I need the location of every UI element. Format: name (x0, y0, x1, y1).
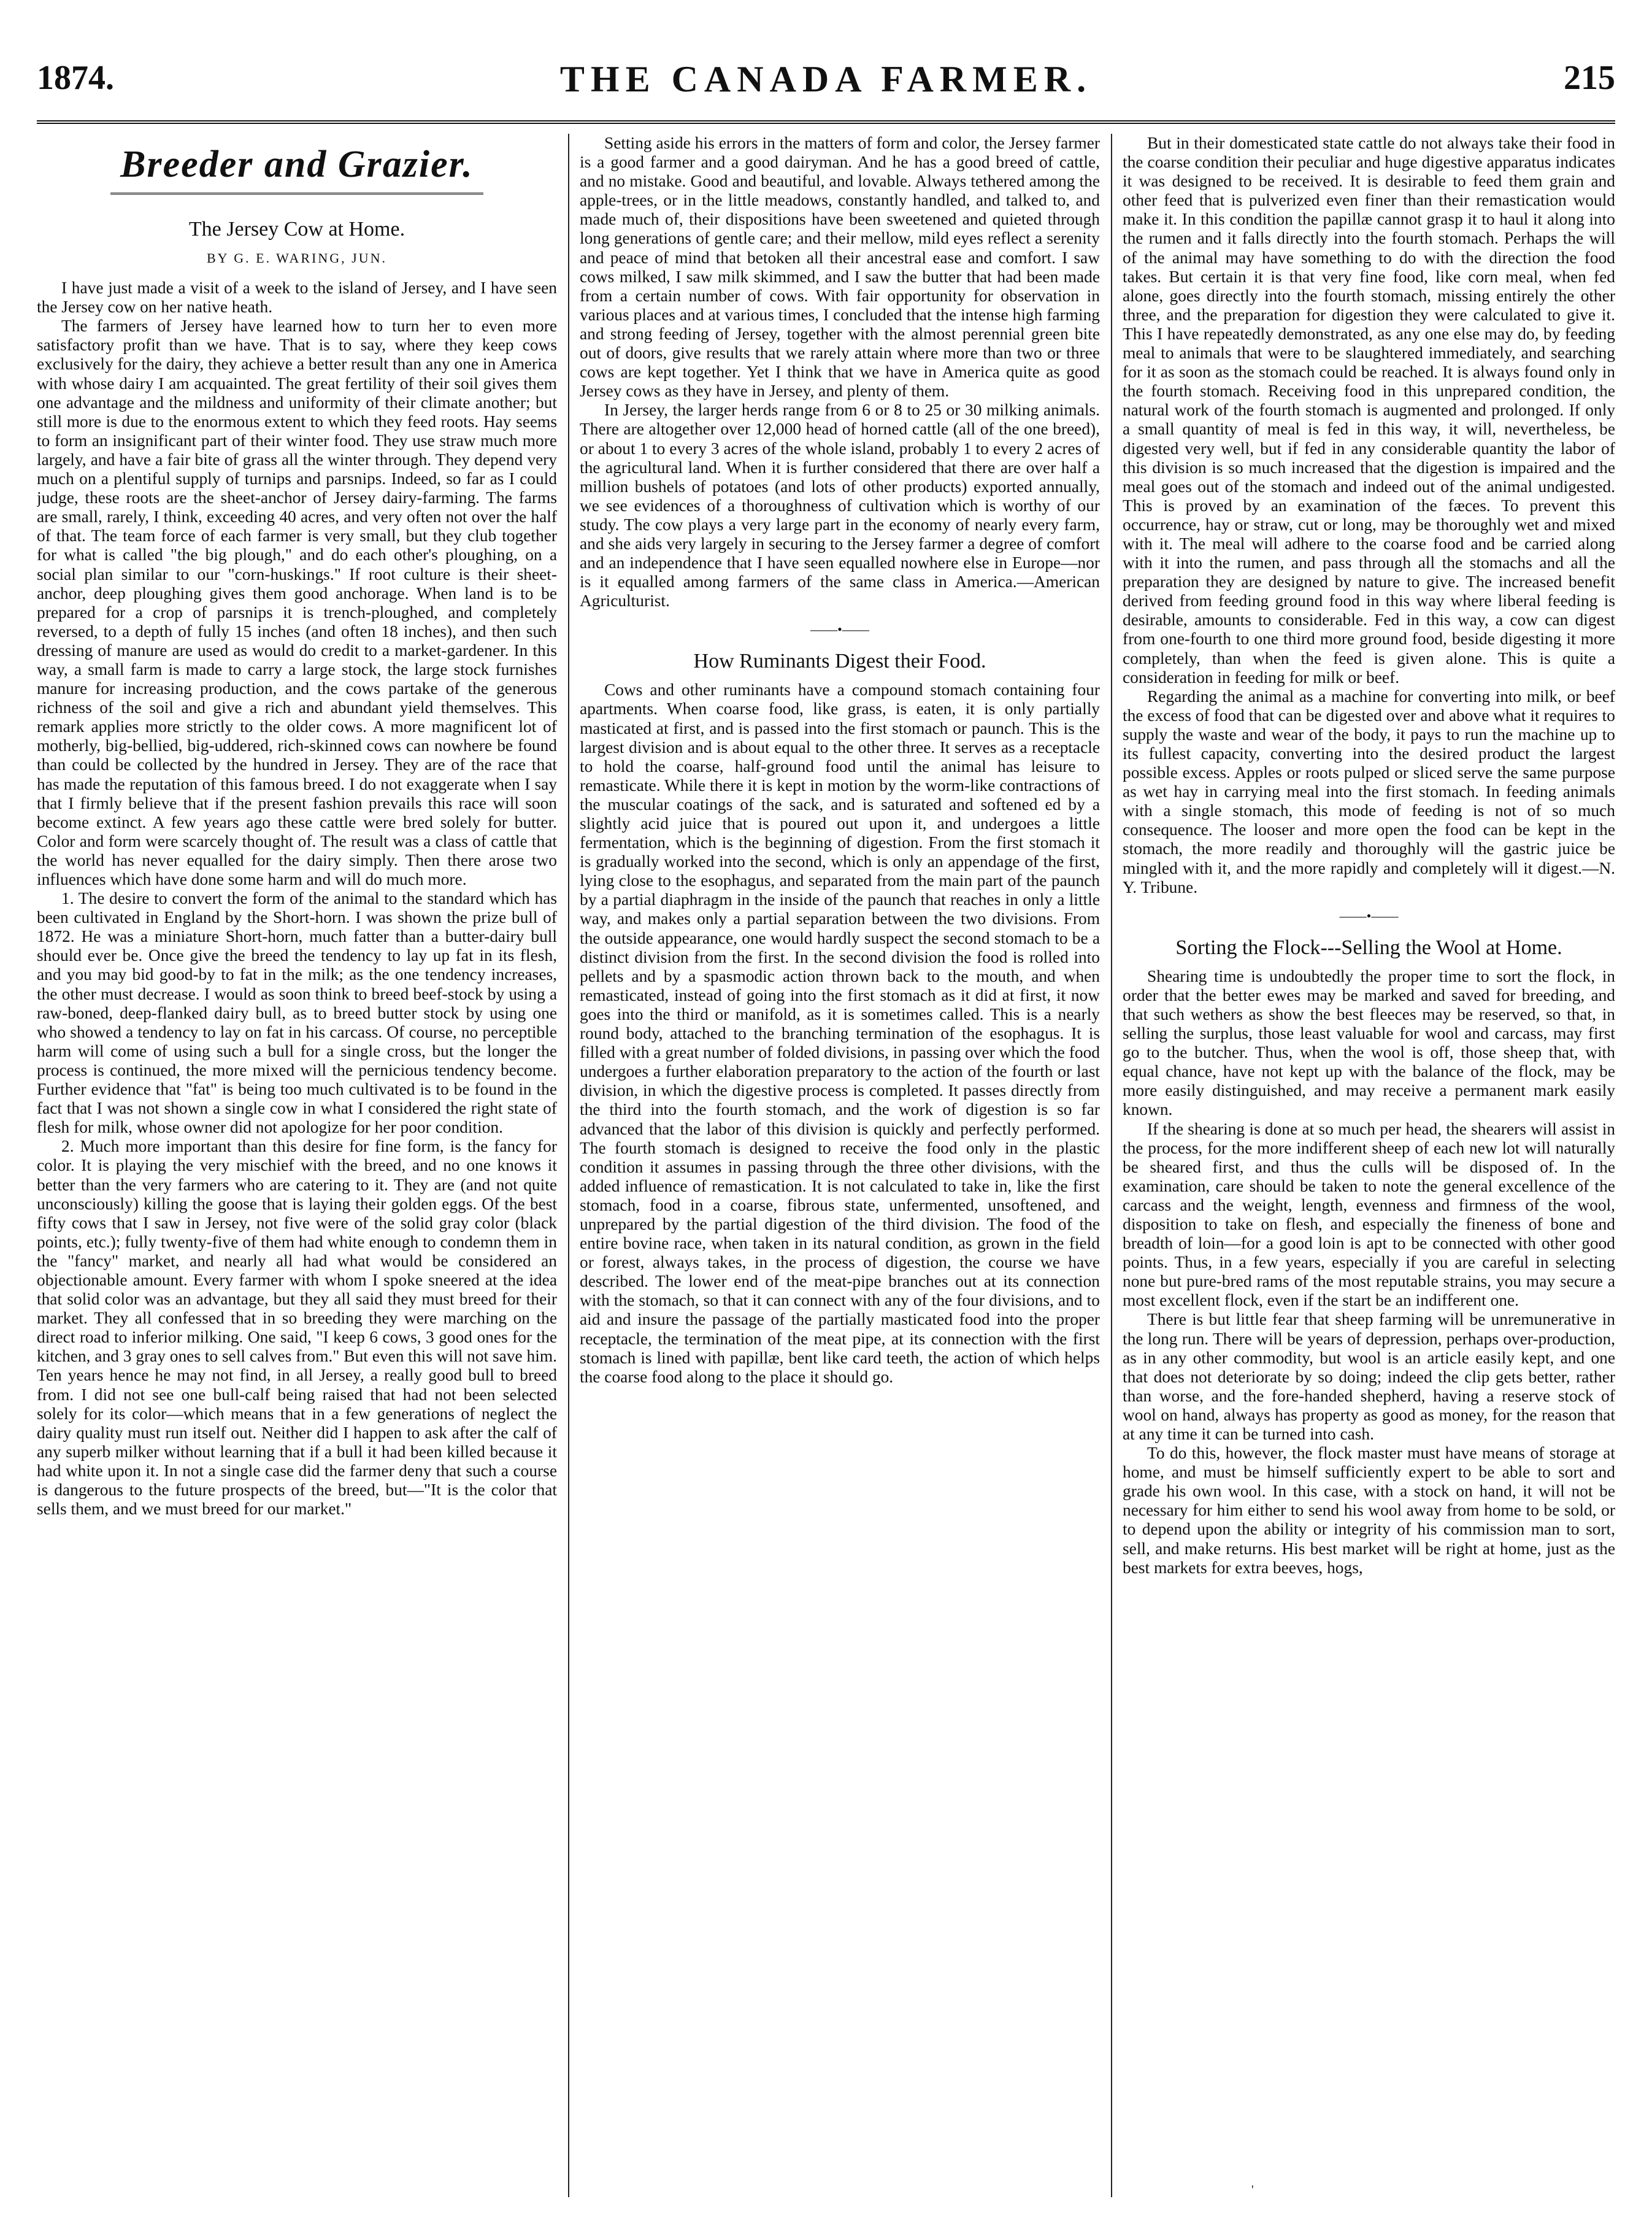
paragraph: But in their domesticated state cattle do not always take their food in the coarse condition their peculiar and huge digestive apparatus indicates it was designed to be received. It is desirable to feed them grain and other feed that is pulverized even finer than their remastication would make it. In this condition the papillæ cannot grasp it to haul it along into the rumen and it falls directly into the fourth stomach. Perhaps the will of the animal may have something to do with the direction the food takes. But certain it is that very fine food, like corn meal, when fed alone, goes directly into the fourth stomach, missing entirely the other three, and the preparation for digestion they were calculated to give it. This I have repeatedly demonstrated, as any one else may do, by feeding meal to animals that were to be slaughtered immediately, and searching for it as soon as the stomach could be reached. It is always found only in the fourth stomach. Receiving food in this unprepared condition, the natural work of the fourth stomach is augmented and prolonged. If only a small quantity of meal is fed in this way, it will, nevertheless, be digested very well, but if fed in any considerable quantity the labor of this division is so much increased that the digestion is impaired and the meal goes out of the stomach and indeed out of the animal undigested. This is proved by an examination of the fæces. To prevent this occurrence, hay or straw, cut or long, may be thoroughly wet and mixed with it. The meal will adhere to the coarse food and be carried along with it into the rumen, and pass through all the stomachs and all the preparation they are designed by nature to give. The increased benefit derived from feeding ground food in this way where liberal feeding is desirable, amounts to considerable. Fed in this way, a cow can digest from one-fourth to one third more ground food, beside digesting it more completely, than when the feed is given alone. This is quite a consideration in feeding for milk or beef. (1123, 134, 1615, 687)
paragraph: Setting aside his errors in the matters of form and color, the Jersey farmer is a good farmer and a good dairyman. And he has a good breed of cattle, and no mistake. Good and beautiful, and lovable. Always tethered among the apple-trees, or in the little meadows, constantly handled, and talked to, and made much of, their dispositions have been sweetened and quieted through long generations of gentle care; and their mellow, mild eyes reflect a serenity and peace of mind that betoken all their ancestral ease and comfort. I saw cows milked, I saw milk skimmed, and I saw the butter that had been made from a certain number of cows. With fair opportunity for observation in various places and at various times, I concluded that the intense high farming and strong feeding of Jersey, together with the almost perennial green bite out of doors, give results that we rarely attain where more than two or three cows are kept together. Yet I think that we have in America quite as good Jersey cows as they have in Jersey, and plenty of them. (580, 134, 1100, 401)
newspaper-title: THE CANADA FARMER. (559, 59, 1093, 99)
article-byline: BY G. E. WARING, JUN. (207, 250, 387, 266)
masthead-rule (37, 120, 1615, 124)
paragraph: Cows and other ruminants have a compound stomach containing four apartments. When coarse food, like grass, is eaten, it is only partially masticated at first, and is passed into the first stomach or paunch. This is the largest division and is about equal to the other three. It serves as a receptacle to hold the coarse, half-ground food until the animal has leisure to remasticate. While there it is kept in motion by the worm-like contractions of the muscular coatings of the sack, and is saturated and softened ed by a slightly acid juice that is poured out upon it, and undergoes a little fermentation, which is the beginning of digestion. From the first stomach it is gradually worked into the second, which is only an appendage of the first, lying close to the esophagus, and separated from the main part of the paunch by a partial diaphragm in the inside of the paunch that reaches in only a little way, and makes only a partial separation between the two divisions. From the outside appearance, one would hardly suspect the second stomach to be a distinct division from the first. In the second division the food is rolled into pellets and by a spasmodic action thrown back to the mouth, and when remasticated, instead of going into the first stomach as it did at first, it now goes into the third or manifold, as it is sometimes called. This is a nearly round body, attached to the branching termination of the esophagus. It is filled with a great number of folded divisions, in passing over which the food undergoes a further elaboration preparatory to the action of the fourth or last division, in which the digestive process is completed. It passes directly from the third into the fourth stomach, and the work of digestion is so far advanced that the labor of this division is quickly and perfectly performed. The fourth stomach is designed to receive the food only in the plastic condition it assumes in passing through the three other divisions, with the added influence of remastication. It is not calculated to take in, like the first stomach, food in a coarse, fibrous state, unfermented, unsoftened, and unprepared by the partial digestion of the third division. The food of the entire bovine race, when taken in its natural condition, as grown in the field or forest, always takes, in the process of digestion, the course we have described. The lower end of the meat-pipe branches out at its connection with the stomach, so that it can connect with any of the four divisions, and to aid and insure the passage of the partially masticated food into the proper receptacle, the termination of the meat pipe, at its connection with the first stomach is lined with papillæ, bent like card teeth, the action of which helps the coarse food along to the place it should go. (580, 680, 1100, 1386)
article-title-jersey-cow: The Jersey Cow at Home. (188, 218, 405, 241)
paragraph: 2. Much more important than this desire for fine form, is the fancy for color. It is playing the very mischief with the breed, and no one knows it better than the very farmers who are catering to it. They are (and not quite unconsciously) killing the goose that is laying their golden eggs. Of the best fifty cows that I saw in Jersey, not five were of the solid gray color (black points, etc.); fully twenty-five of them had white enough to condemn them in the "fancy" market, and nearly all had what would be considered an objectionable amount. Every farmer with whom I spoke sneered at the idea that solid color was an advantage, but they all said they must breed for their market. They all confessed that in so breeding they were marching on the direct road to inferior milking. One said, "I keep 6 cows, 3 good ones for the kitchen, and 3 gray ones to sell calves from." But even this will not save him. Ten years hence he may not find, in all Jersey, a really good bull to breed from. I did not see one bull-calf being raised that had not been selected solely for its color—which means that in a few generations of neglect the dairy quality must run itself out. Neither did I happen to ask after the calf of any superb milker without learning that if a bull it had been killed because it had white upon it. In not a single case did the farmer deny that such a course is dangerous to the future prospects of the breed, but—"It is the color that sells them, and we must breed for our market." (37, 1137, 557, 1519)
page-bottom-mark: ' (1251, 2183, 1254, 2197)
section-rule (110, 193, 483, 195)
paragraph: If the shearing is done at so much per head, the shearers will assist in the process, for the more indifferent sheep of each new lot will naturally be sheared first, and thus the culls will be disposed of. In the examination, care should be taken to note the general excellence of the carcass and the weight, length, evenness and firmness of the wool, disposition to take on flesh, and especially the fineness of bone and breadth of loin—for a good loin is apt to be connected with other good points. Thus, in a few years, especially if you are careful in selecting none but pure-bred rams of the most reputable strains, you may secure a most excellent flock, even if the start be an indifferent one. (1123, 1119, 1615, 1310)
paragraph: 1. The desire to convert the form of the animal to the standard which has been cultivated in England by the Short-horn. I was shown the prize bull of 1872. He was a miniature Short-horn, much fatter than a butter-dairy bull should ever be. Once give the breed the tendency to lay up fat in its flesh, and you may bid good-by to fat in the milk; as the one tendency increases, the other must decrease. I would as soon think to breed beef-stock by using a raw-boned, deep-flanked dairy bull, as to breed butter stock by using one who showed a tendency to lay on fat in his carcass. Of course, no perceptible harm will come of using such a bull for a single cross, but the longer the process is continued, the more mixed will the pernicious tendency become. Further evidence that "fat" is being too much cultivated is to be found in the fact that I was not shown a single cow in what I considered the right state of flesh for milk, whose owner did not apologize for her poor condition. (37, 889, 557, 1137)
section-title: Breeder and Grazier. (120, 144, 474, 185)
paragraph: I have just made a visit of a week to the island of Jersey, and I have seen the Jersey cow on her native heath. (37, 279, 557, 317)
column-middle (580, 134, 1100, 2209)
paragraph: Shearing time is undoubtedly the proper time to sort the flock, in order that the better ewes may be marked and saved for breeding, and that such wethers as show the best fleeces may be reserved, so that, in selling the surplus, those least valuable for wool and carcass, may first go to the butcher. Thus, when the wool is off, those sheep that, with equal chance, have not kept up with the balance of the flock, may be more easily distinguished, and may receive a permanent mark easily known. (1123, 966, 1615, 1119)
masthead (37, 58, 1615, 126)
paragraph: The farmers of Jersey have learned how to turn her to even more satisfactory profit than we have. That is to say, where they keep cows exclusively for the dairy, they achieve a better result than any one in America with whose dairy I am acquainted. The great fertility of their soil gives them one advantage and the mildness and uniformity of their climate another; but still more is due to the enormous extent to which they feed roots. Hay seems to form an insignificant part of their winter food. They use straw much more largely, and have a fair bite of grass all the winter through. They depend very much on a plentiful supply of turnips and parsnips. Indeed, so far as I could judge, these roots are the sheet-anchor of Jersey dairy-farming. The farms are small, rarely, I think, exceeding 40 acres, and very often not over the half of that. The team force of each farmer is very small, but they club together for what is called "the big plough," and do each other's ploughing, on a social plan similar to our "corn-huskings." If root culture is their sheet-anchor, deep ploughing gives them good anchorage. When land is to be prepared for a crop of parsnips it is trench-ploughed, and completely reversed, to a depth of fully 15 inches (and often 18 inches), and then such dressing of manure are used as would do credit to a market-gardener. In this way, a small farm is made to carry a large stock, the large stock furnishes manure for increasing production, and the cows partake of the generous richness of the soil and give a rich and abundant yield themselves. This remark applies more strictly to the older cows. A more magnificent lot of motherly, big-bellied, big-uddered, rich-skinned cows can nowhere be found than could be collected by the hundred in Jersey. They are of the race that has made the reputation of this famous breed. I do not exaggerate when I say that I firmly believe that if the present fashion prevails this race will soon become extinct. A few years ago these cattle were bred solely for butter. Color and form were scarcely thought of. The result was a class of cattle that the world has never equalled for the dairy simply. Then there arose two influences which have done some harm and will do much more. (37, 317, 557, 888)
column-divider (1111, 134, 1112, 2197)
article-separator: ——•—— (810, 622, 869, 637)
issue-year: 1874. (37, 59, 114, 97)
page-number: 215 (1564, 59, 1615, 97)
paragraph: Regarding the animal as a machine for converting into milk, or beef the excess of food that can be digested over and above what it requires to supply the waste and wear of the body, it pays to run the machine up to its fullest capacity, converting into the desired product the largest possible excess. Apples or roots pulped or sliced serve the same purpose as wet hay in carrying meal into the first stomach. In feeding animals with a single stomach, this mode of feeding is not of so much consequence. The looser and more open the food can be kept in the stomach, the more readily and thoroughly will the gastric juice be mingled with it, and the more rapidly and completely will it digest.—N. Y. Tribune. (1123, 687, 1615, 896)
article-separator: ——•—— (1339, 907, 1399, 923)
paragraph: To do this, however, the flock master must have means of storage at home, and must be himself sufficiently expert to be able to sort and grade his own wool. In this case, with a stock on hand, it will not be necessary for him either to send his wool away from home to be sold, or to depend upon the ability or integrity of his commission man to sort, sell, and make returns. His best market will be right at home, just as the best markets for extra beeves, hogs, (1123, 1444, 1615, 1577)
column-left (37, 134, 557, 2209)
article-title-ruminants: How Ruminants Digest their Food. (693, 650, 986, 673)
column-divider (568, 134, 569, 2197)
article-title-sorting-flock: Sorting the Flock---Selling the Wool at Home. (1175, 936, 1562, 959)
paragraph: In Jersey, the larger herds range from 6 or 8 to 25 or 30 milking animals. There are altogether over 12,000 head of horned cattle (all of the one breed), or about 1 to every 3 acres of the whole island, probably 1 to every 2 acres of the agricultural land. When it is further considered that there are over half a million bushels of potatoes (and lots of other products) exported annually, we see evidences of a thoroughness of cultivation which is worthy of our study. The cow plays a very large part in the economy of nearly every farm, and she aids very largely in securing to the Jersey farmer a degree of comfort and an independence that I have seen equalled nowhere else in Europe—nor is it equalled among farmers of the same class in America.—American Agriculturist. (580, 401, 1100, 610)
paragraph: There is but little fear that sheep farming will be unremunerative in the long run. There will be years of depression, perhaps over-production, as in any other commodity, but wool is an article easily kept, and one that does not deteriorate by so doing; indeed the clip gets better, rather than worse, and the fore-handed shepherd, having a reserve stock of wool on hand, always has property as good as money, for the reason that at any time it can be turned into cash. (1123, 1310, 1615, 1443)
column-right (1123, 134, 1615, 2209)
